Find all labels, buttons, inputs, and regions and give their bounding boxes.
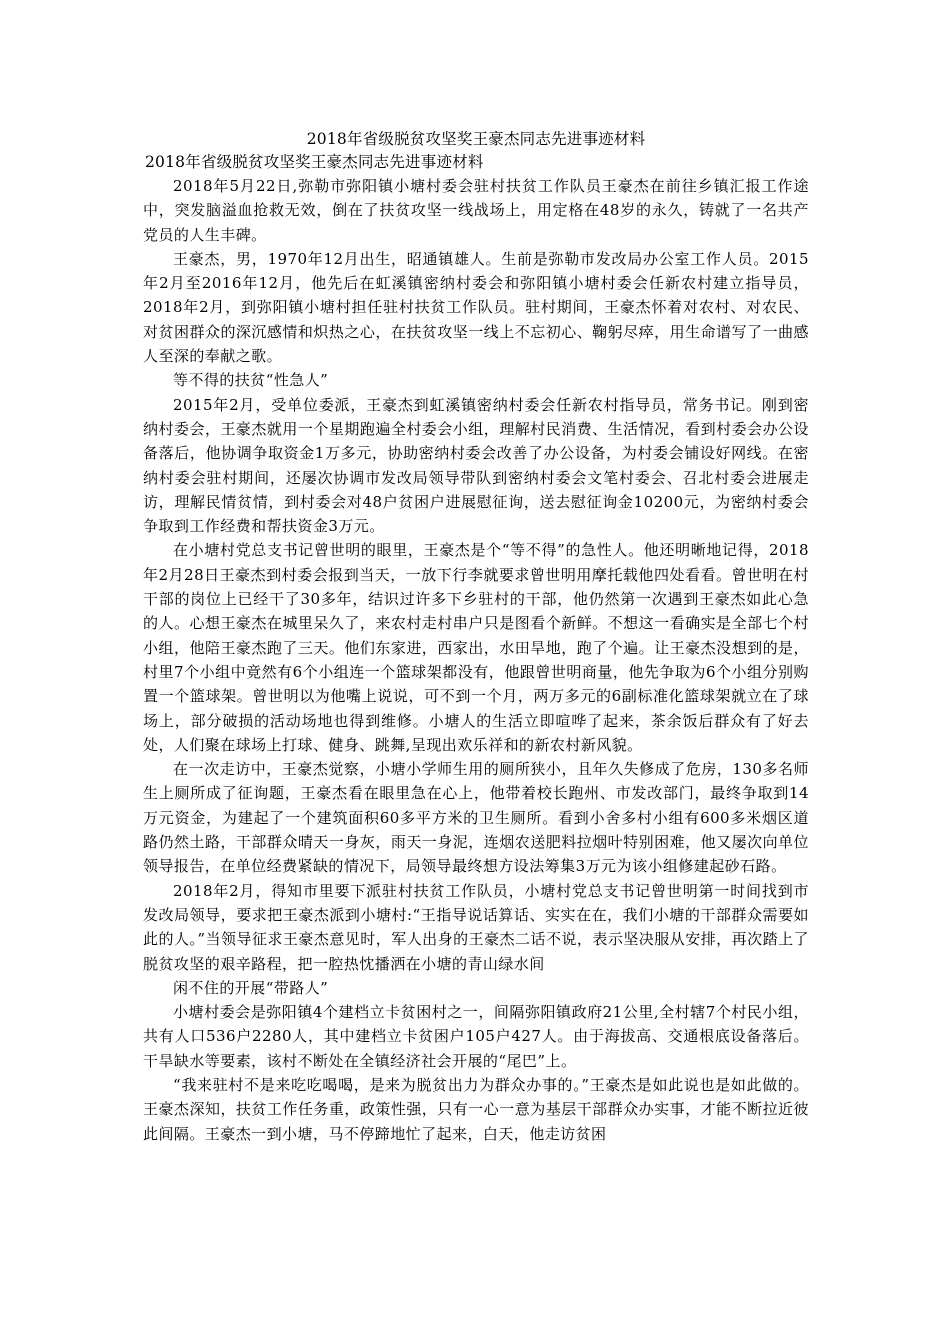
- section-heading-impatient-person: 等不得的扶贫“性急人”: [173, 371, 329, 390]
- paragraph-mina-village: 2015年2月，受单位委派，王豪杰到虹溪镇密纳村委会任新农村指导员，常务书记。刚到密纳村委会，王豪杰就用一个星期跑遍全村委会小组，理解村民消费、生活情况，看到村委会办公设备落后，他协调争取资金1万多元，协助密纳村委会改善了办公设备，为村委会铺设好网线。在密纳村委会驻村期间，还屡次协调市发改局领导带队到密纳村委会文笔村委会、召北村委会进展走访，理解民情贫情，到村委会对48户贫困户进展慰征询，送去慰征询金10200元，为密纳村委会争取到工作经费和帮扶资金3万元。: [143, 395, 809, 536]
- paragraph-work-attitude: “我来驻村不是来吃吃喝喝，是来为脱贫出力为群众办事的。”王豪杰是如此说也是如此做的。王豪杰深知，扶贫工作任务重，政策性强，只有一心一意为基层干部群众办实事，才能不断拉近彼此间隔。王豪杰一到小塘，马不停蹄地忙了起来，白天，他走访贫困: [143, 1075, 809, 1143]
- paragraph-basketball-stands: 在小塘村党总支书记曾世明的眼里，王豪杰是个“等不得”的急性人。他还明晰地记得，2018年2月28日王豪杰到村委会报到当天，一放下行李就要求曾世明用摩托载他四处看看。曾世明在村干部的岗位上已经干了30多年，结识过许多下乡驻村的干部，他仍然第一次遇到王豪杰如此心急的人。心想王豪杰在城里呆久了，来农村走村串户只是图看个新鲜。不想这一看确实是全部七个村小组，他陪王豪杰跑了三天。他们东家进，西家出，水田旱地，跑了个遍。让王豪杰没想到的是，村里7个小组中竟然有6个小组连一个篮球架都没有，他跟曾世明商量，他先争取为6个小组分别购置一个篮球架。曾世明以为他嘴上说说，可不到一个月，两万多元的6副标准化篮球架就立在了球场上，部分破损的活动场地也得到维修。小塘人的生活立即喧哗了起来，茶余饭后群众有了好去处，人们聚在球场上打球、健身、跳舞,呈现出欢乐祥和的新农村新风貌。: [143, 541, 809, 754]
- paragraph-intro: 2018年5月22日,弥勒市弥阳镇小塘村委会驻村扶贫工作队员王豪杰在前往乡镇汇报工作途中，突发脑溢血抢救无效，倒在了扶贫攻坚一线战场上，用定格在48岁的永久，铸就了一名共产党员的人生丰碑。: [143, 177, 809, 244]
- section-heading-development-leader: 闲不住的开展“带路人”: [173, 978, 329, 997]
- paragraph-biography: 王豪杰，男，1970年12月出生，昭通镇雄人。生前是弥勒市发改局办公室工作人员。2015年2月至2016年12月，他先后在虹溪镇密纳村委会和弥阳镇小塘村委会任新农村建立指导员，2018年2月，到弥阳镇小塘村担任驻村扶贫工作队员。驻村期间，王豪杰怀着对农村、对农民、对贫困群众的深沉感情和炽热之心，在扶贫攻坚一线上不忘初心、鞠躬尽瘁，用生命谱写了一曲感人至深的奉献之歌。: [143, 249, 809, 366]
- paragraph-school-toilet: 在一次走访中，王豪杰觉察，小塘小学师生用的厕所狭小，且年久失修成了危房，130多名师生上厕所成了征询题，王豪杰看在眼里急在心上，他带着校长跑州、市发改部门，最终争取到14万元资金，为建起了一个建筑面积60多平方米的卫生厕所。看到小舍多村小组有600多米烟区道路仍然土路，干部群众晴天一身灰，雨天一身泥，连烟农送肥料拉烟叶特别困难，他又屡次向单位领导报告，在单位经费紧缺的情况下，局领导最终想方设法筹集3万元为该小组修建起砂石路。: [143, 760, 809, 876]
- paragraph-xiaotang-overview: 小塘村委会是弥阳镇4个建档立卡贫困村之一，间隔弥阳镇政府21公里,全村辖7个村民小组，共有人口536户2280人，其中建档立卡贫困户105户427人。由于海拔高、交通根底设备落后。干旱缺水等要素，该村不断处在全镇经济社会开展的“尾巴”上。: [143, 1003, 809, 1070]
- paragraph-assignment: 2018年2月，得知市里要下派驻村扶贫工作队员，小塘村党总支书记曾世明第一时间找到市发改局领导，要求把王豪杰派到小塘村:“王指导说话算话、实实在在，我们小塘的干部群众需要如此的人。”当领导征求王豪杰意见时，军人出身的王豪杰二话不说，表示坚决服从安排，再次踏上了脱贫攻坚的艰辛路程，把一腔热忱播洒在小塘的青山绿水间: [143, 881, 809, 973]
- document-subtitle: 2018年省级脱贫攻坚奖王豪杰同志先进事迹材料: [145, 153, 484, 171]
- document-title: 2018年省级脱贫攻坚奖王豪杰同志先进事迹材料: [306, 130, 646, 148]
- document-page: [143, 128, 809, 1146]
